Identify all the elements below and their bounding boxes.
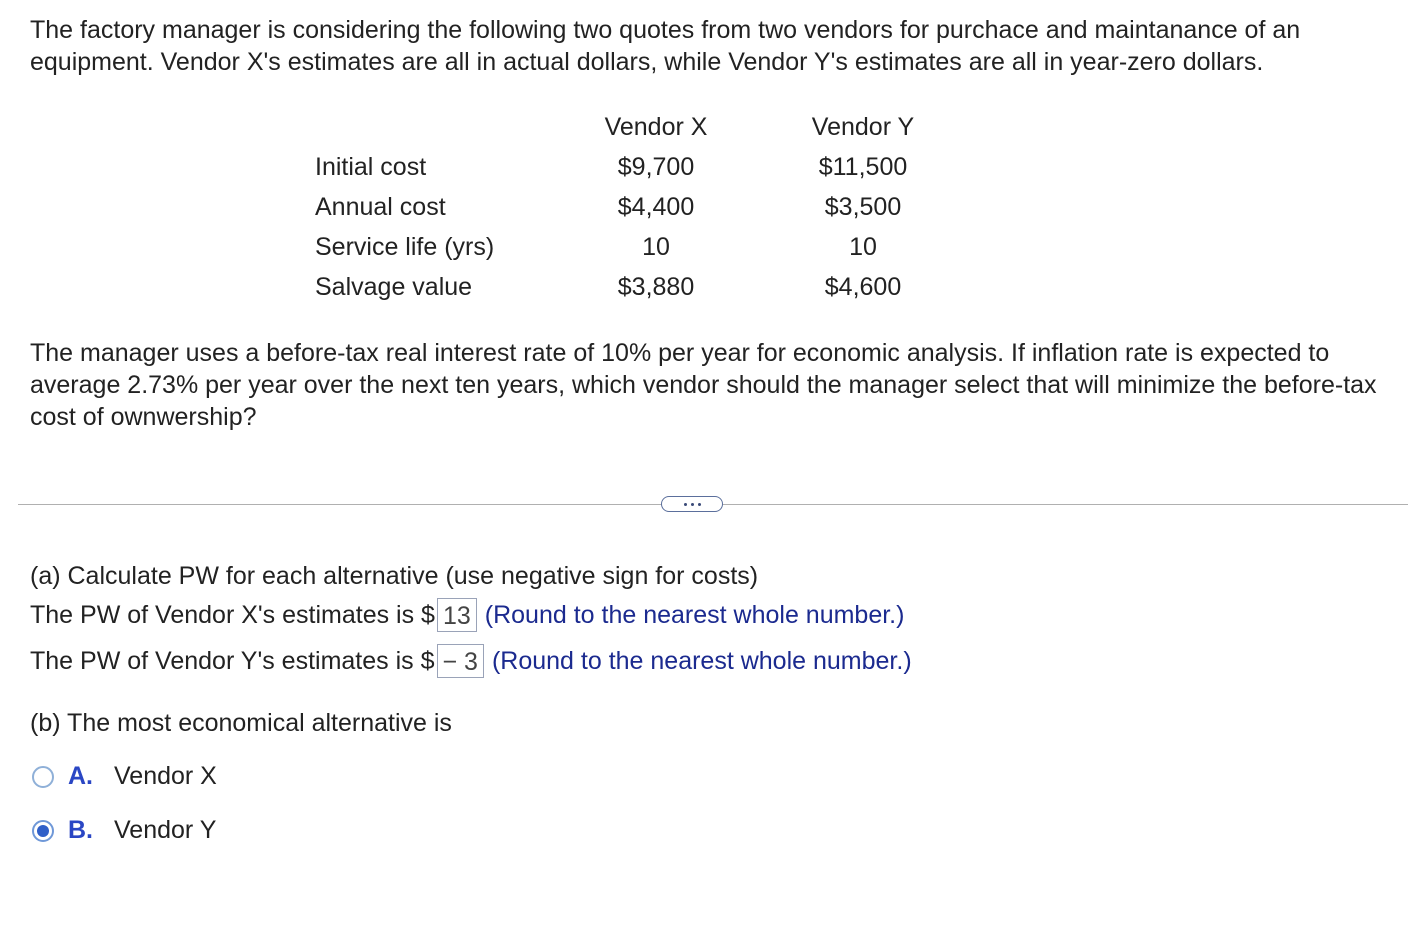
choice-a[interactable] [32, 762, 217, 791]
table-header-row [300, 107, 973, 147]
part-a-heading-text: (a) Calculate PW for each alternative (use negative sign for costs) [30, 562, 759, 590]
radio-selected-dot [37, 825, 49, 837]
table-header-vendor-y: Vendor Y [811, 112, 915, 141]
round-hint: (Round to the nearest whole number.) [491, 646, 912, 675]
table-header-vendor-x: Vendor X [604, 112, 708, 141]
part-b-heading [30, 709, 452, 738]
ellipsis-icon [684, 503, 687, 506]
pw-vendor-x-answer[interactable]: 13 [437, 598, 477, 632]
choice-b-label: Vendor Y [114, 816, 217, 844]
vendor-y-cell: 10 [849, 232, 877, 261]
table-header [300, 107, 559, 147]
problem-intro: The factory manager is considering the following two quotes from two vendors for purchace and maintanance of an equipment. Vendor X's estimates are all in actual dollars, while Vendor Y's estimates are all in year-zero dollars. [30, 16, 1301, 76]
radio-a[interactable] [32, 766, 54, 788]
choice-a-letter: A. [68, 762, 93, 790]
table-row [300, 147, 973, 187]
table-row [300, 227, 973, 267]
part-b-heading-text: (b) The most economical alternative is [30, 709, 452, 737]
table-row [300, 187, 973, 227]
pw-y-prefix: The PW of Vendor Y's estimates is $ [30, 646, 435, 675]
table-row [300, 267, 973, 307]
round-hint: (Round to the nearest whole number.) [484, 600, 905, 629]
row-label: Service life (yrs) [315, 232, 495, 261]
vendor-y-cell: $11,500 [818, 152, 908, 181]
choice-a-label: Vendor X [114, 762, 217, 790]
vendor-y-cell: $4,600 [824, 272, 902, 301]
vendor-y-cell: $3,500 [824, 192, 902, 221]
vendor-x-cell: $3,880 [617, 272, 695, 301]
ellipsis-icon [691, 503, 694, 506]
pw-x-prefix: The PW of Vendor X's estimates is $ [30, 600, 435, 629]
radio-b[interactable] [32, 820, 54, 842]
more-button[interactable] [661, 496, 723, 512]
question-text: The manager uses a before-tax real interest rate of 10% per year for economic analysis. If inflation rate is expected to average 2.73% per year over the next ten years, which vendor should the manager select that will minimize the before-tax cost of ownwership? [30, 339, 1377, 431]
part-a-heading [30, 562, 758, 591]
ellipsis-icon [698, 503, 701, 506]
choice-b-letter: B. [68, 816, 93, 844]
pw-vendor-y-answer[interactable]: − 3 [437, 644, 484, 678]
choice-b[interactable] [32, 816, 216, 845]
pw-vendor-x-line [30, 598, 904, 632]
row-label: Annual cost [315, 192, 446, 221]
vendor-x-cell: $9,700 [617, 152, 695, 181]
row-label: Initial cost [315, 152, 427, 181]
row-label: Salvage value [315, 272, 473, 301]
vendor-table [300, 107, 973, 307]
vendor-x-cell: $4,400 [617, 192, 695, 221]
vendor-x-cell: 10 [642, 232, 670, 261]
pw-vendor-y-line [30, 644, 912, 678]
